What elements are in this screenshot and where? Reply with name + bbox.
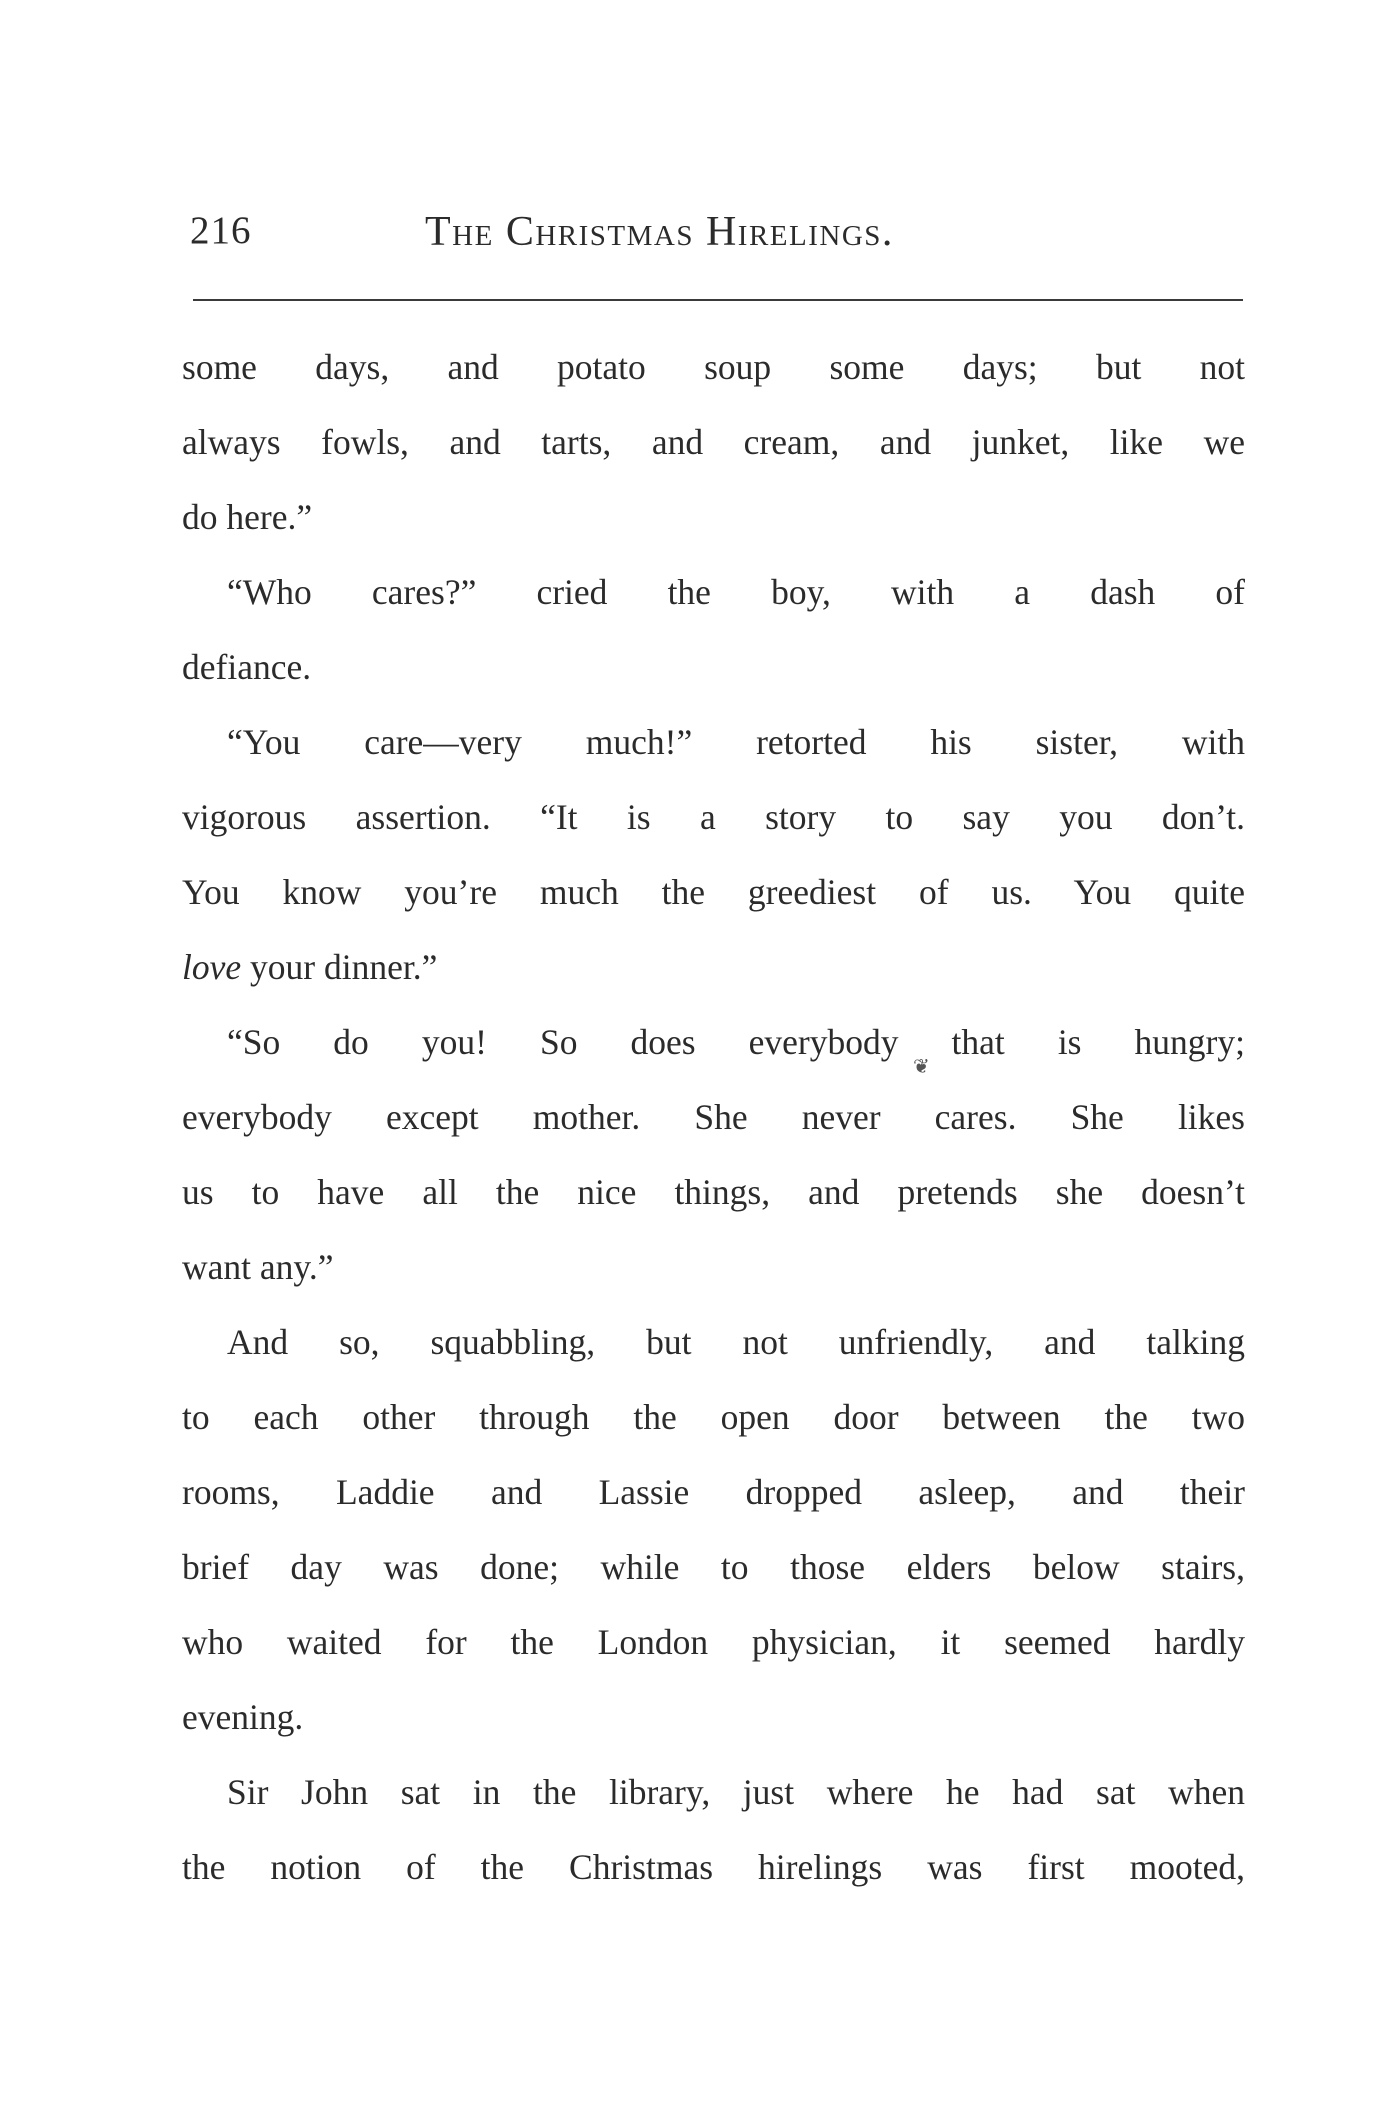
page-number: 216 bbox=[190, 209, 252, 252]
running-header bbox=[190, 200, 1245, 270]
text-line: You know you’re much the greediest of us. You quite bbox=[182, 872, 1245, 912]
text-line: everybody except mother. She never cares. She likes bbox=[182, 1097, 1245, 1137]
text-line: evening. bbox=[182, 1697, 304, 1737]
text-line: brief day was done; while to those elders below stairs, bbox=[182, 1547, 1245, 1587]
text-line: always fowls, and tarts, and cream, and junket, like we bbox=[182, 422, 1245, 462]
text-line: do here.” bbox=[182, 497, 313, 537]
text-line: want any.” bbox=[182, 1247, 334, 1287]
text-fragment: your dinner.” bbox=[241, 947, 438, 987]
text-line bbox=[182, 930, 1245, 1005]
italic-word: love bbox=[182, 947, 242, 987]
printer-ornament-icon: ❦ bbox=[913, 1056, 930, 1078]
text-line: And so, squabbling, but not unfriendly, and talking bbox=[227, 1322, 1245, 1362]
text-line: “So do you! So does everybody that is hungry; bbox=[227, 1022, 1245, 1062]
text-line: to each other through the open door between the two bbox=[182, 1397, 1245, 1437]
running-title: The Christmas Hirelings. bbox=[425, 209, 894, 255]
text-line: rooms, Laddie and Lassie dropped asleep, and their bbox=[182, 1472, 1245, 1512]
text-line: “Who cares?” cried the boy, with a dash of bbox=[227, 572, 1245, 612]
text-line: “You care—very much!” retorted his sister, with bbox=[227, 722, 1245, 762]
text-line: some days, and potato soup some days; but not bbox=[182, 347, 1245, 387]
body-text bbox=[182, 330, 1245, 1905]
text-line: us to have all the nice things, and pretends she doesn’t bbox=[182, 1172, 1245, 1212]
text-line: Sir John sat in the library, just where he had sat when bbox=[227, 1772, 1245, 1812]
text-line: vigorous assertion. “It is a story to say you don’t. bbox=[182, 797, 1245, 837]
text-line: the notion of the Christmas hirelings was first mooted, bbox=[182, 1847, 1245, 1887]
text-line: defiance. bbox=[182, 647, 312, 687]
header-rule bbox=[193, 299, 1243, 301]
text-line: who waited for the London physician, it seemed hardly bbox=[182, 1622, 1245, 1662]
